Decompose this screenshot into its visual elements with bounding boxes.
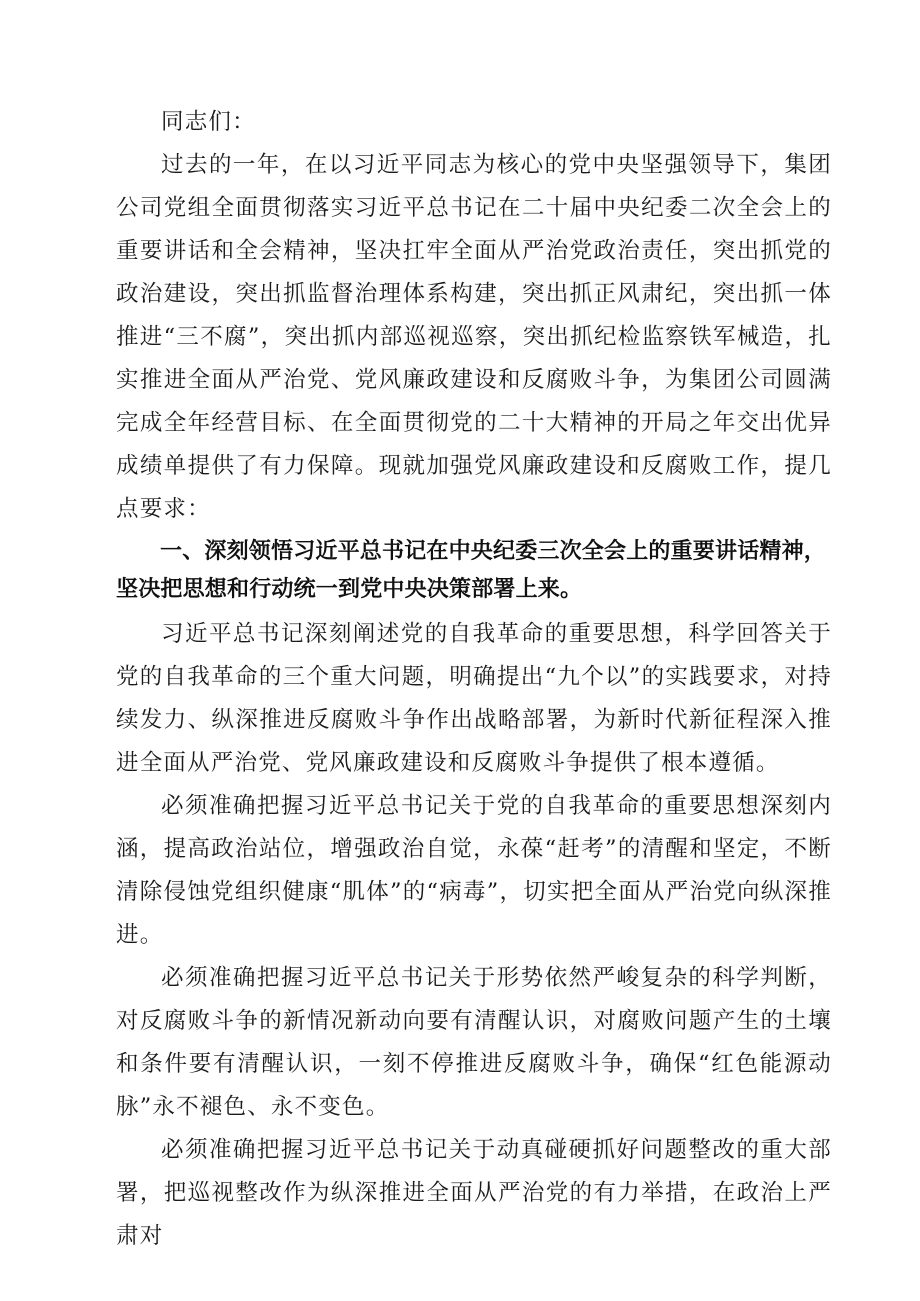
salutation: 同志们： [161,109,256,135]
body-paragraph-3: 必须准确把握习近平总书记关于形势依然严峻复杂的科学判断，对反腐败斗争的新情况新动向要有清醒认识，对腐败问题产生的土壤和条件要有清醒认识，一刻不停推进反腐败斗争，确保“红色能源动脉”永不褪色、永不变色。 [116,965,832,1120]
document-body [116,101,832,1258]
intro-paragraph: 过去的一年，在以习近平同志为核心的党中央坚强领导下，集团公司党组全面贯彻落实习近平总书记在二十届中央纪委二次全会上的重要讲话和全会精神，坚决扛牢全面从严治党政治责任，突出抓党的政治建设，突出抓监督治理体系构建，突出抓正风肃纪，突出抓一体推进“三不腐”，突出抓内部巡视巡察，突出抓纪检监察铁军械造，扎实推进全面从严治党、党风廉政建设和反腐败斗争，为集团公司圆满完成全年经营目标、在全面贯彻党的二十大精神的开局之年交出优异成绩单提供了有力保障。现就加强党风廉政建设和反腐败工作，提几点要求： [116,152,832,522]
body-paragraph-1: 习近平总书记深刻阐述党的自我革命的重要思想，科学回答关于党的自我革命的三个重大问题，明确提出“九个以”的实践要求，对持续发力、纵深推进反腐败斗争作出战略部署，为新时代新征程深入推进全面从严治党、党风廉政建设和反腐败斗争提供了根本遵循。 [116,621,832,776]
section-heading: 一、深刻领悟习近平总书记在中央纪委三次全会上的重要讲话精神，坚决把思想和行动统一到党中央决策部署上来。 [116,539,827,602]
body-paragraph-4: 必须准确把握习近平总书记关于动真碰硬抓好问题整改的重大部署，把巡视整改作为纵深推进全面从严治党的有力举措，在政治上严肃对 [116,1137,832,1249]
body-paragraph-2: 必须准确把握习近平总书记关于党的自我革命的重要思想深刻内涵，提高政治站位，增强政治自觉，永葆“赶考”的清醒和坚定，不断清除侵蚀党组织健康“肌体”的“病毒”，切实把全面从严治党向纵深推进。 [116,793,832,948]
